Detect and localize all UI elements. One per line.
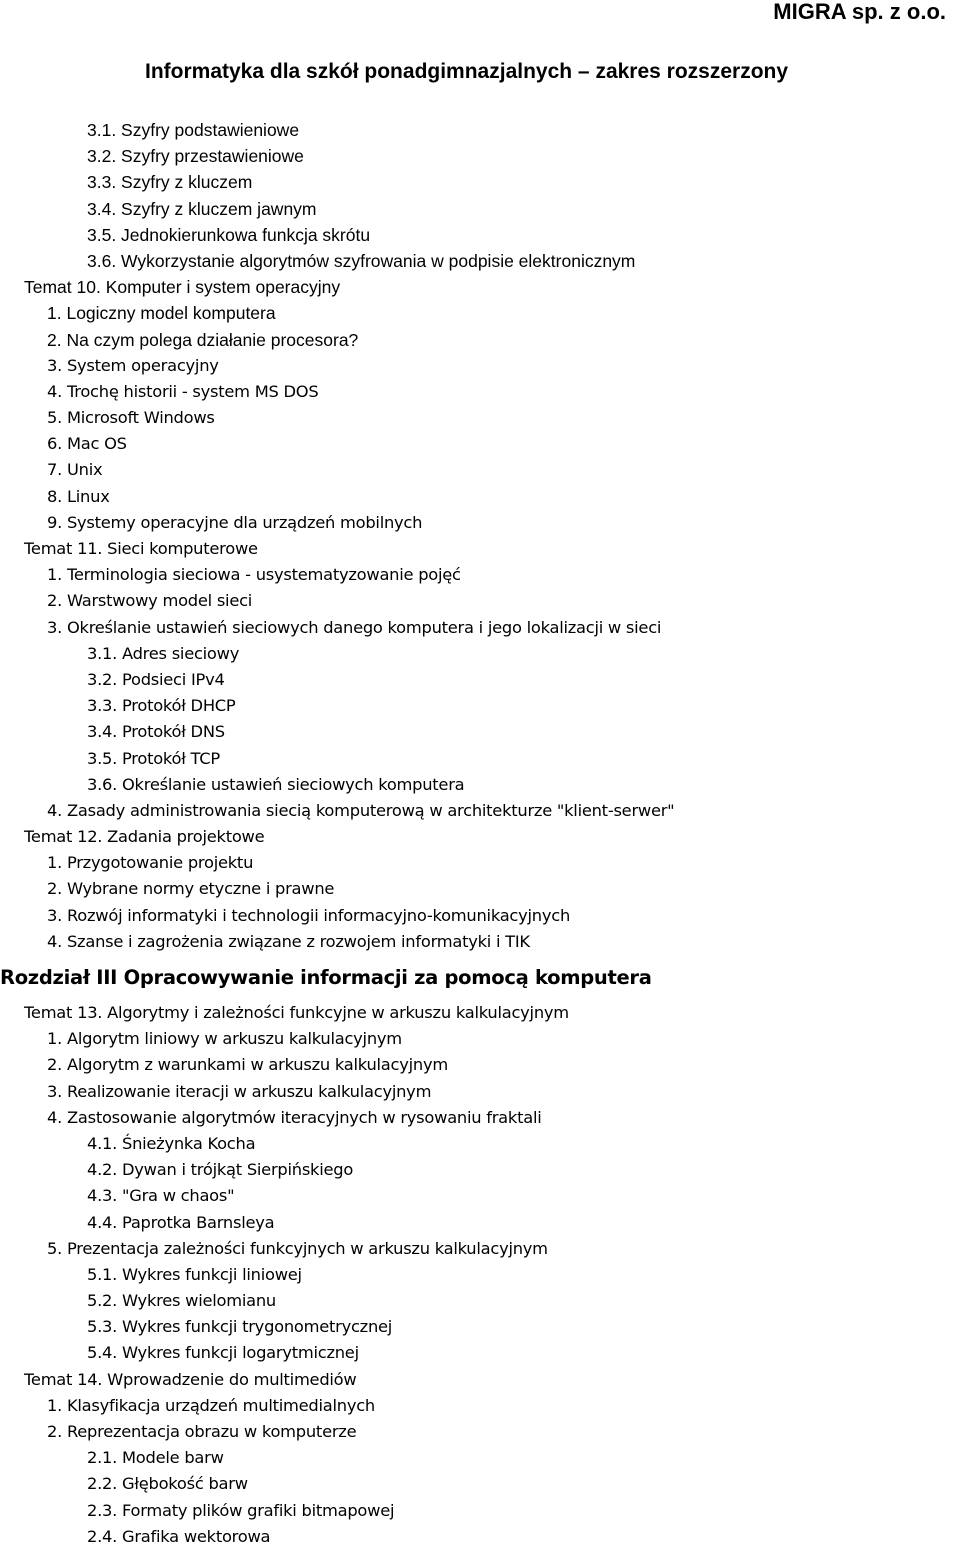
toc-section: 9. Systemy operacyjne dla urządzeń mobilnych	[47, 512, 423, 532]
toc-section: 7. Unix	[47, 460, 103, 480]
toc-subsection: 3.2. Podsieci IPv4	[87, 669, 225, 689]
toc-section: 2. Na czym polega działanie procesora?	[47, 329, 359, 350]
toc-section: 1. Algorytm liniowy w arkuszu kalkulacyjnym	[47, 1029, 402, 1049]
toc-topic: Temat 14. Wprowadzenie do multimediów	[24, 1369, 357, 1389]
toc-subsection: 4.2. Dywan i trójkąt Sierpińskiego	[87, 1160, 354, 1180]
toc-section: 2. Wybrane normy etyczne i prawne	[47, 879, 335, 899]
toc-subsection: 3.5. Protokół TCP	[87, 748, 220, 768]
toc-section: 3. Realizowanie iteracji w arkuszu kalkulacyjnym	[47, 1081, 432, 1101]
toc-subsection: 3.2. Szyfry przestawieniowe	[87, 146, 304, 167]
toc-subsection: 3.3. Protokół DHCP	[87, 696, 236, 716]
toc-section: 1. Przygotowanie projektu	[47, 853, 254, 873]
publisher-name: MIGRA sp. z o.o.	[773, 0, 946, 24]
toc-subsection: 5.2. Wykres wielomianu	[87, 1291, 276, 1311]
toc-section: 4. Zastosowanie algorytmów iteracyjnych w rysowaniu fraktali	[47, 1107, 542, 1127]
chapter-heading: Rozdział III Opracowywanie informacji za pomocą komputera	[0, 966, 652, 989]
toc-subsection: 3.1. Szyfry podstawieniowe	[87, 120, 300, 140]
toc-subsection: 2.2. Głębokość barw	[87, 1474, 248, 1494]
toc-section: 4. Szanse i zagrożenia związane z rozwojem informatyki i TIK	[47, 931, 530, 951]
toc-topic: Temat 11. Sieci komputerowe	[24, 539, 258, 558]
toc-subsection: 3.6. Wykorzystanie algorytmów szyfrowania w podpisie elektronicznym	[87, 250, 636, 271]
toc-topic: Temat 10. Komputer i system operacyjny	[24, 277, 341, 298]
toc-subsection: 2.4. Grafika wektorowa	[87, 1526, 271, 1546]
toc-subsection: 5.4. Wykres funkcji logarytmicznej	[87, 1343, 359, 1363]
toc-section: 3. Rozwój informatyki i technologii informacyjno-komunikacyjnych	[47, 905, 571, 925]
toc-section: 1. Logiczny model komputera	[47, 303, 276, 324]
toc-subsection: 5.1. Wykres funkcji liniowej	[87, 1264, 302, 1284]
toc-subsection: 3.4. Protokół DNS	[87, 722, 225, 742]
table-of-contents	[0, 117, 960, 1550]
toc-section: 4. Trochę historii - system MS DOS	[47, 381, 319, 401]
toc-subsection: 3.4. Szyfry z kluczem jawnym	[87, 198, 317, 219]
toc-section: 4. Zasady administrowania siecią komputerową w architekturze "klient-serwer"	[47, 800, 675, 820]
toc-section: 3. System operacyjny	[47, 355, 219, 375]
toc-subsection: 3.6. Określanie ustawień sieciowych komputera	[87, 774, 465, 794]
toc-section: 5. Microsoft Windows	[47, 408, 215, 428]
document-title: Informatyka dla szkół ponadgimnazjalnych – zakres rozszerzony	[145, 60, 789, 83]
toc-section: 2. Algorytm z warunkami w arkuszu kalkulacyjnym	[47, 1055, 448, 1075]
toc-section: 8. Linux	[47, 486, 110, 506]
toc-subsection: 3.1. Adres sieciowy	[87, 643, 240, 663]
toc-topic: Temat 13. Algorytmy i zależności funkcyjne w arkuszu kalkulacyjnym	[24, 1003, 569, 1022]
toc-section: 1. Klasyfikacja urządzeń multimedialnych	[47, 1395, 376, 1415]
toc-section: 3. Określanie ustawień sieciowych danego komputera i jego lokalizacji w sieci	[47, 617, 662, 637]
toc-subsection: 5.3. Wykres funkcji trygonometrycznej	[87, 1317, 393, 1337]
toc-topic: Temat 12. Zadania projektowe	[24, 827, 265, 847]
toc-section: 2. Warstwowy model sieci	[47, 591, 253, 611]
toc-subsection: 3.5. Jednokierunkowa funkcja skrótu	[87, 224, 371, 245]
page-header	[0, 0, 960, 100]
toc-subsection: 4.1. Śnieżynka Kocha	[87, 1133, 256, 1153]
toc-section: 1. Terminologia sieciowa - usystematyzowanie pojęć	[47, 565, 461, 585]
toc-subsection: 2.1. Modele barw	[87, 1448, 224, 1468]
toc-subsection: 2.3. Formaty plików grafiki bitmapowej	[87, 1500, 395, 1520]
toc-section: 6. Mac OS	[47, 434, 127, 454]
toc-section: 5. Prezentacja zależności funkcyjnych w arkuszu kalkulacyjnym	[47, 1238, 548, 1258]
toc-section: 2. Reprezentacja obrazu w komputerze	[47, 1422, 357, 1441]
toc-subsection: 3.3. Szyfry z kluczem	[87, 172, 253, 193]
toc-subsection: 4.3. "Gra w chaos"	[87, 1186, 235, 1206]
toc-subsection: 4.4. Paprotka Barnsleya	[87, 1212, 275, 1232]
